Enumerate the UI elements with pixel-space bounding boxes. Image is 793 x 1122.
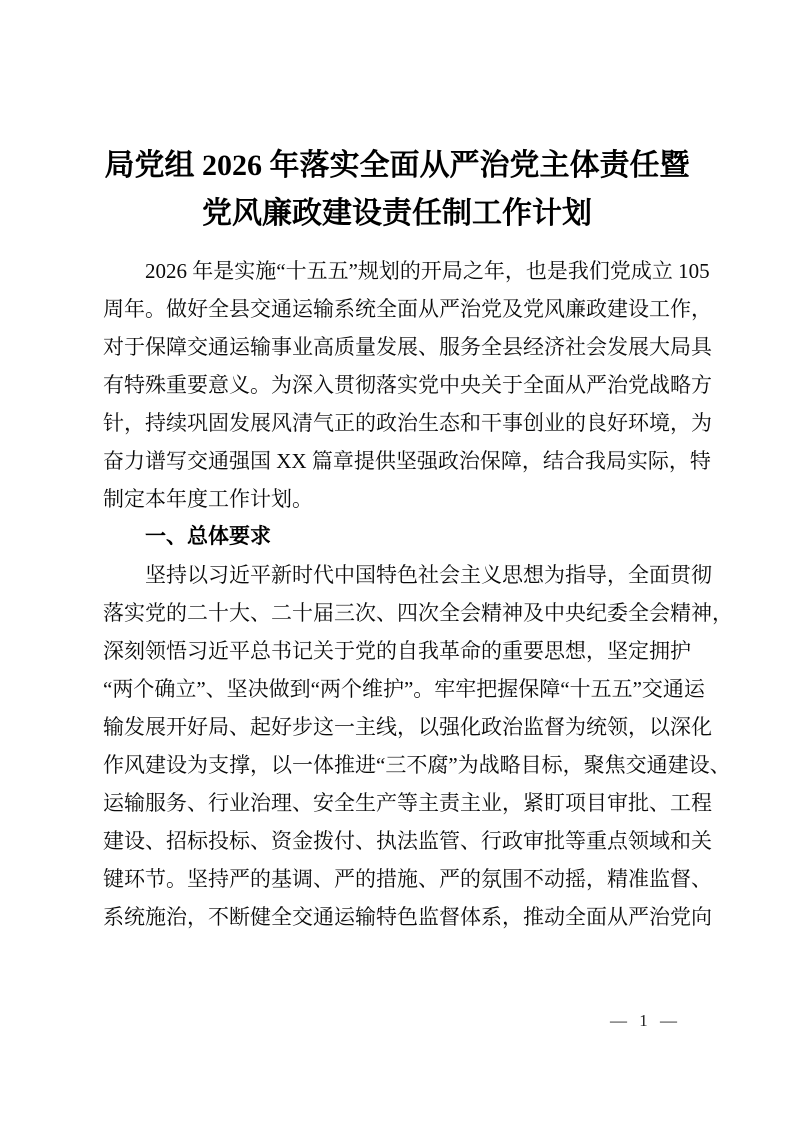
paragraph-line: 输发展开好局、起好步这一主线，以强化政治监督为统领，以深化 — [103, 715, 712, 739]
paragraph-line: 2026 年是实施“十五五”规划的开局之年，也是我们党成立 105 — [145, 259, 710, 283]
doc-title-line-1: 局党组 2026 年落实全面从严治党主体责任暨 — [104, 149, 690, 182]
paragraph-line: 建设、招标投标、资金拨付、执法监管、行政审批等重点领域和关 — [103, 829, 712, 853]
paragraph-line: 对于保障交通运输事业高质量发展、服务全县经济社会发展大局具 — [103, 335, 712, 359]
doc-title-line-2: 党风廉政建设责任制工作计划 — [202, 197, 592, 230]
doc-body — [103, 252, 733, 936]
paragraph-line: 制定本年度工作计划。 — [103, 487, 313, 511]
paragraph-intro — [103, 252, 712, 518]
paragraph-overall-requirements — [103, 556, 733, 936]
paragraph-line: 作风建设为支撑，以一体推进“三不腐”为战略目标，聚焦交通建设、 — [103, 753, 731, 777]
paragraph-line: 奋力谱写交通强国 XX 篇章提供坚强政治保障，结合我局实际，特 — [103, 449, 711, 473]
page-number: — 1 — — [610, 1011, 681, 1030]
paragraph-line: 坚持以习近平新时代中国特色社会主义思想为指导，全面贯彻 — [145, 563, 712, 587]
paragraph-line: 运输服务、行业治理、安全生产等主责主业，紧盯项目审批、工程 — [103, 791, 712, 815]
doc-title — [103, 142, 691, 238]
paragraph-line: 落实党的二十大、二十届三次、四次全会精神及中央纪委全会精神， — [103, 601, 733, 625]
paragraph-line: 有特殊重要意义。为深入贯彻落实党中央关于全面从严治党战略方 — [103, 373, 712, 397]
paragraph-line: 键环节。坚持严的基调、严的措施、严的氛围不动摇，精准监督、 — [103, 867, 712, 891]
paragraph-line: 深刻领悟习近平总书记关于党的自我革命的重要思想，坚定拥护 — [103, 639, 691, 663]
paragraph-line: 针，持续巩固发展风清气正的政治生态和干事创业的良好环境，为 — [103, 411, 712, 435]
paragraph-line: “两个确立”、坚决做到“两个维护”。牢牢把握保障“十五五”交通运 — [103, 677, 705, 701]
paragraph-line: 系统施治，不断健全交通运输特色监督体系，推动全面从严治党向 — [103, 905, 712, 929]
section-heading-overall-requirements: 一、总体要求 — [145, 525, 271, 548]
paragraph-line: 周年。做好全县交通运输系统全面从严治党及党风廉政建设工作， — [103, 297, 712, 321]
